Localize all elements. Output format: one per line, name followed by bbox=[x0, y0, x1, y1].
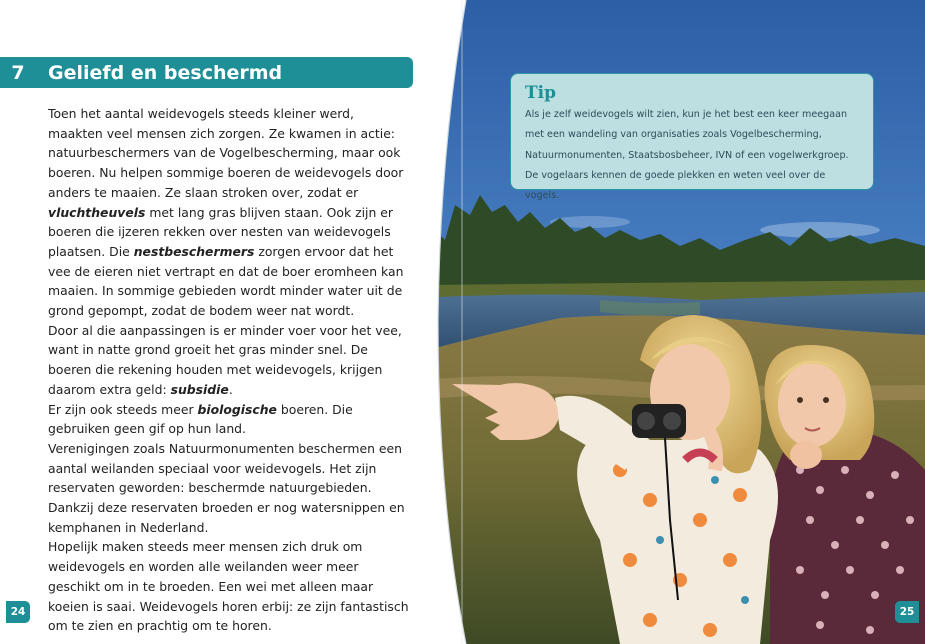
emphasized-term: vluchtheuvels bbox=[48, 204, 146, 220]
emphasized-term: nestbeschermers bbox=[133, 243, 255, 259]
text-segment: Door al die aanpassingen is er minder voer voor het vee, want in natte grond groeit het gras minder snel. De boeren die rekening houden met weidevogels, krijgen daarom extra geld: bbox=[48, 322, 402, 397]
body-paragraph bbox=[48, 400, 410, 439]
text-segment: Toen het aantal weidevogels steeds kleiner werd, maakten veel mensen zich zorgen. Ze kwamen in actie: natuurbeschermers van de Vogelbescherming, maar ook boeren. Nu helpen sommige boeren de weidevogels door anders te maaien. Ze slaan stroken over, zodat er bbox=[48, 106, 404, 200]
text-segment: Hopelijk maken steeds meer mensen zich druk om weidevogels en worden alle weilanden weer meer geschikt om in te broeden. Een wei met alleen maar koeien is saai. Weidevogels horen erbij: ze zijn fantastisch om te zien en prachtig om te horen. bbox=[48, 539, 409, 634]
chapter-body-text bbox=[48, 104, 410, 636]
text-segment: boeren. Die gebruiken geen gif op hun land. bbox=[48, 401, 353, 437]
text-segment: Verenigingen zoals Natuurmonumenten beschermen een aantal weilanden speciaal voor weidevogels. Het zijn reservaten geworden: beschermde natuurgebieden. Dankzij deze reservaten broeden er nog watersnippen en kemphanen in Nederland. bbox=[48, 440, 405, 535]
chapter-heading bbox=[0, 57, 413, 88]
page-number-right: 25 bbox=[895, 601, 919, 623]
text-segment: Er zijn ook steeds meer bbox=[48, 401, 198, 417]
body-paragraph bbox=[48, 104, 410, 321]
tip-title: Tip bbox=[525, 83, 556, 103]
tip-text: Als je zelf weidevogels wilt zien, kun je het best een keer meegaan met een wandeling van organisaties zoals Vogelbescherming, Natuurmonumenten, Staatsbosbeheer, IVN of een vogelwerkgroep. De vogelaars kennen de goede plekken en weten veel over de vogels. bbox=[525, 109, 849, 202]
emphasized-term: subsidie bbox=[170, 381, 229, 397]
body-paragraph bbox=[48, 321, 410, 400]
tip-box bbox=[510, 73, 874, 202]
chapter-title: Geliefd en beschermd bbox=[48, 61, 283, 84]
text-segment: met lang gras blijven staan. Ook zijn er boeren die ijzeren rekken over nesten van weidevogels plaatsen. Die bbox=[48, 204, 393, 259]
chapter-number: 7 bbox=[11, 61, 25, 84]
page-number-left: 24 bbox=[6, 601, 30, 623]
body-paragraph bbox=[48, 439, 410, 538]
text-segment: zorgen ervoor dat het vee de eieren niet vertrapt en dat de boer eromheen kan maaien. In sommige gebieden wordt minder water uit de grond gepompt, zodat de bodem weer nat wordt. bbox=[48, 243, 404, 319]
body-paragraph bbox=[48, 537, 410, 636]
text-segment: . bbox=[228, 381, 233, 397]
emphasized-term: biologische bbox=[197, 401, 277, 417]
